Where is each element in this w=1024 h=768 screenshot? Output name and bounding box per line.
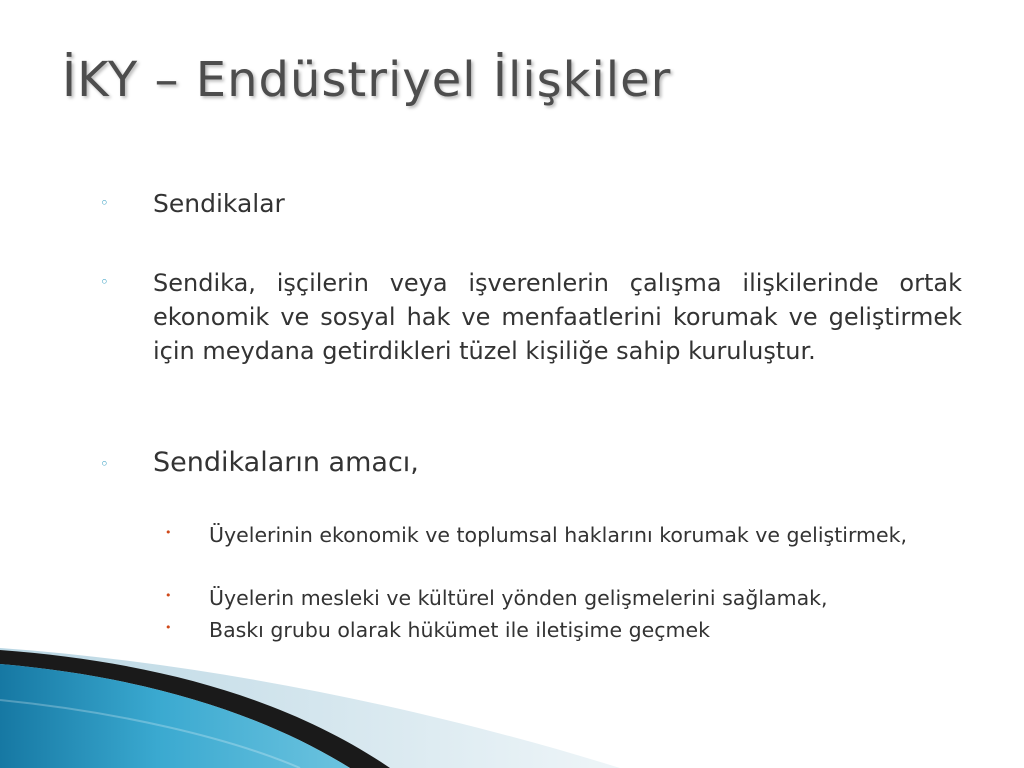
bullet-icon: ◦ [100, 194, 109, 212]
list-item-purpose: Sendikaların amacı, [153, 447, 419, 478]
bullet-icon: ◦ [100, 455, 109, 473]
slide-title: İKY – Endüstriyel İlişkiler [62, 52, 672, 108]
list-item-definition: Sendika, işçilerin veya işverenlerin çalışma ilişkilerinde ortak ekonomik ve sosyal hak ve menfaatlerini korumak ve geliştirmek için meydana getirdikleri tüzel kişiliğe sahip kuruluştur. [153, 269, 962, 365]
sub-item-3: Baskı grubu olarak hükümet ile iletişime geçmek [209, 618, 710, 642]
bullet-icon: • [165, 526, 172, 539]
bullet-icon: • [165, 621, 172, 634]
sub-item-2: Üyelerin mesleki ve kültürel yönden gelişmelerini sağlamak, [209, 586, 828, 610]
bullet-icon: ◦ [100, 273, 109, 291]
sub-item-1: Üyelerinin ekonomik ve toplumsal haklarını korumak ve geliştirmek, [209, 523, 907, 547]
bullet-icon: • [165, 589, 172, 602]
list-item-sendikalar: Sendikalar [153, 189, 285, 218]
